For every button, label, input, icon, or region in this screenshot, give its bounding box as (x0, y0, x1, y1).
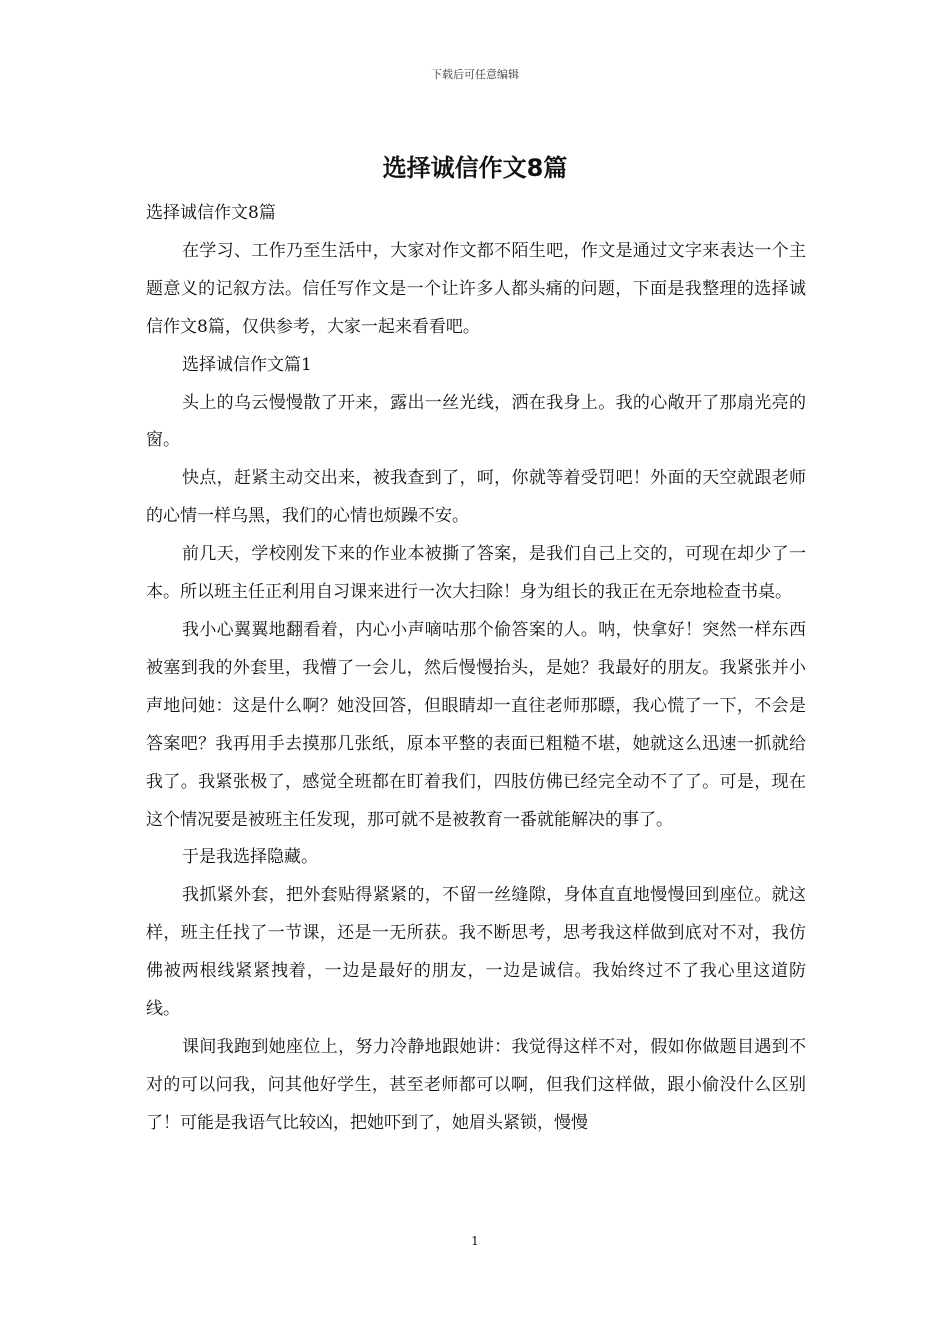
page-number: 1 (471, 1234, 479, 1248)
paragraph: 在学习、工作乃至生活中，大家对作文都不陌生吧，作文是通过文字来表达一个主题意义的记叙方法。信任写作文是一个让许多人都头痛的问题，下面是我整理的选择诚信作文8篇，仅供参考，大家一起来看看吧。 (146, 240, 806, 337)
paragraph: 课间我跑到她座位上，努力冷静地跟她讲：我觉得这样不对，假如你做题目遇到不对的可以问我，问其他好学生，甚至老师都可以啊，但我们这样做，跟小偷没什么区别了！可能是我语气比较凶，把她吓到了，她眉头紧锁，慢慢 (146, 1036, 806, 1133)
paragraph: 头上的乌云慢慢散了开来，露出一丝光线，洒在我身上。我的心敞开了那扇光亮的窗。 (146, 392, 806, 451)
paragraph: 我抓紧外套，把外套贴得紧紧的，不留一丝缝隙，身体直直地慢慢回到座位。就这样，班主任找了一节课，还是一无所获。我不断思考，思考我这样做到底对不对，我仿佛被两根线紧紧拽着，一边是最好的朋友，一边是诚信。我始终过不了我心里这道防线。 (146, 885, 806, 1020)
paragraph: 选择诚信作文8篇 (146, 203, 276, 223)
paragraph: 前几天，学校刚发下来的作业本被撕了答案，是我们自己上交的，可现在却少了一本。所以班主任正利用自习课来进行一次大扫除！身为组长的我正在无奈地检查书桌。 (146, 544, 806, 603)
paragraph: 于是我选择隐藏。 (182, 847, 318, 868)
paragraph: 选择诚信作文篇1 (182, 354, 312, 375)
header-note: 下载后可任意编辑 (431, 68, 519, 81)
paragraph: 快点，赶紧主动交出来，被我查到了，呵，你就等着受罚吧！外面的天空就跟老师的心情一样乌黑，我们的心情也烦躁不安。 (146, 468, 806, 527)
body-text (146, 195, 806, 1143)
paragraph: 我小心翼翼地翻看着，内心小声嘀咕那个偷答案的人。呐，快拿好！突然一样东西被塞到我的外套里，我懵了一会儿，然后慢慢抬头，是她？我最好的朋友。我紧张并小声地问她：这是什么啊？她没回答，但眼睛却一直往老师那瞟，我心慌了一下，不会是答案吧？我再用手去摸那几张纸，原本平整的表面已粗糙不堪，她就这么迅速一抓就给我了。我紧张极了，感觉全班都在盯着我们，四肢仿佛已经完全动不了了。可是，现在这个情况要是被班主任发现，那可就不是被教育一番就能解决的事了。 (146, 619, 806, 830)
document-title: 选择诚信作文8篇 (382, 154, 568, 182)
